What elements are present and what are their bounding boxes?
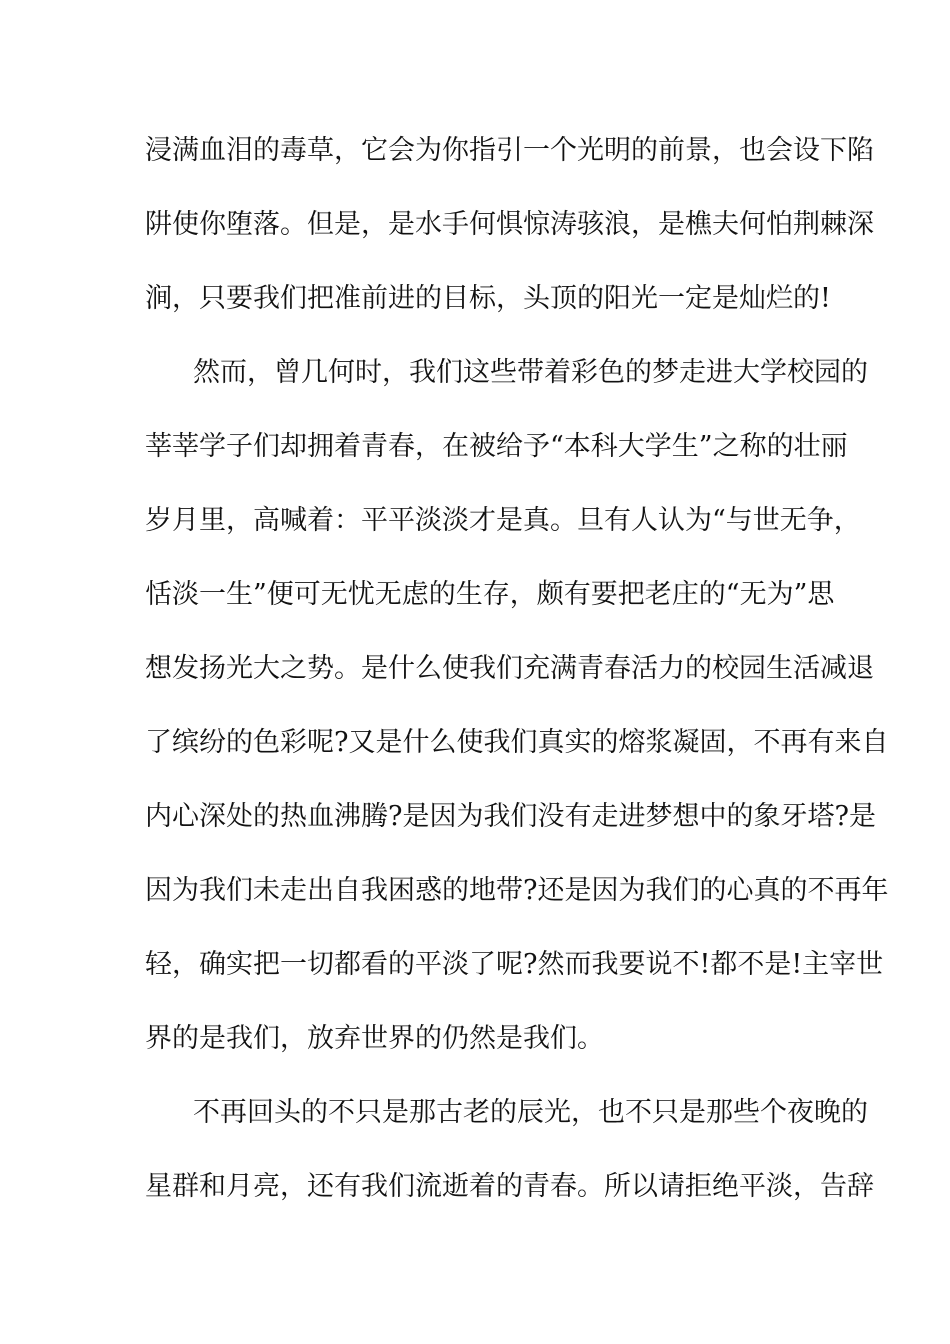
text-line: 涧，只要我们把准前进的目标，头顶的阳光一定是灿烂的! (145, 283, 831, 314)
text-line: 阱使你堕落。但是，是水手何惧惊涛骇浪，是樵夫何怕荆棘深 (145, 209, 874, 240)
text-line: 莘莘学子们却拥着青春，在被给予“本科大学生”之称的壮丽 (145, 431, 848, 462)
text-line: 想发扬光大之势。是什么使我们充满青春活力的校园生活减退 (145, 653, 874, 684)
text-line: 因为我们未走出自我困惑的地带?还是因为我们的心真的不再年 (145, 875, 889, 906)
paragraph-start-line: 不再回头的不只是那古老的辰光，也不只是那些个夜晚的 (193, 1097, 868, 1128)
text-line: 内心深处的热血沸腾?是因为我们没有走进梦想中的象牙塔?是 (145, 801, 876, 832)
text-line: 恬淡一生”便可无忧无虑的生存，颇有要把老庄的“无为”思 (145, 579, 835, 610)
text-line: 浸满血泪的毒草，它会为你指引一个光明的前景，也会设下陷 (145, 135, 874, 166)
text-line: 轻，确实把一切都看的平淡了呢?然而我要说不!都不是!主宰世 (145, 949, 884, 980)
text-line: 了缤纷的色彩呢?又是什么使我们真实的熔浆凝固，不再有来自 (145, 727, 889, 758)
text-line: 界的是我们，放弃世界的仍然是我们。 (145, 1023, 604, 1054)
text-line: 岁月里，高喊着：平平淡淡才是真。旦有人认为“与世无争， (145, 505, 861, 536)
text-line: 星群和月亮，还有我们流逝着的青春。所以请拒绝平淡，告辞 (145, 1171, 874, 1202)
paragraph-start-line: 然而，曾几何时，我们这些带着彩色的梦走进大学校园的 (193, 357, 868, 388)
